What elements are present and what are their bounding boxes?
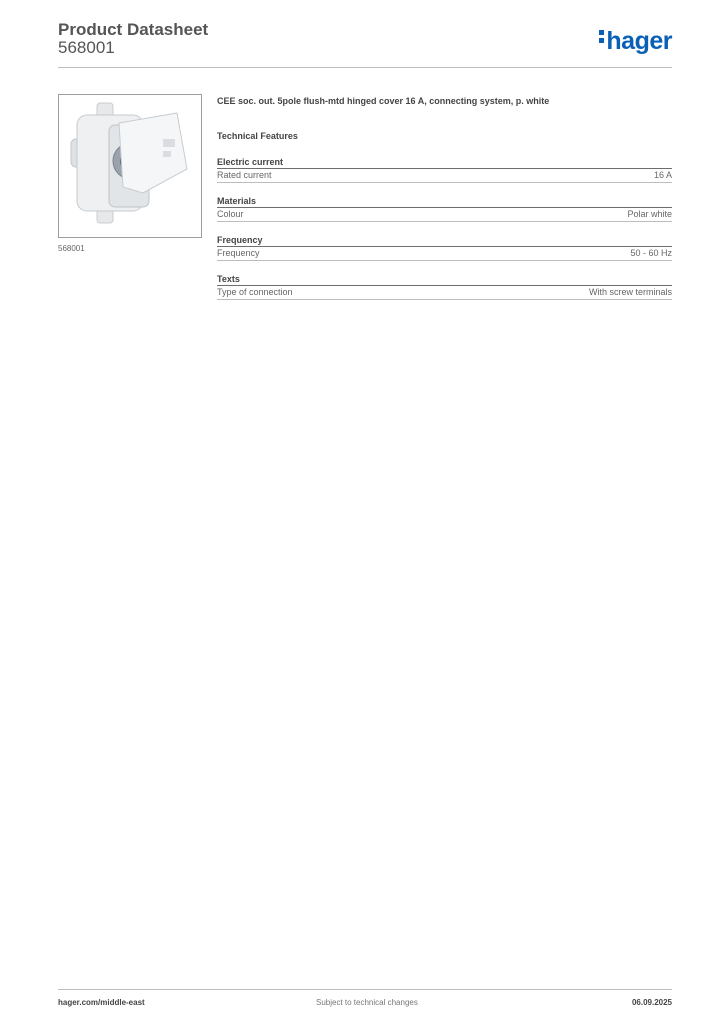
table-row	[217, 169, 672, 183]
page-title: Product Datasheet	[58, 20, 209, 39]
header-divider	[58, 67, 672, 68]
section-frequency	[217, 234, 672, 273]
hager-logo	[599, 28, 672, 54]
product-title: CEE soc. out. 5pole flush-mtd hinged cover 16 A, connecting system, p. white	[217, 96, 550, 106]
row-value: 16 A	[653, 170, 672, 180]
footer-notice: Subject to technical changes	[316, 998, 418, 1007]
technical-features-heading: Technical Features	[217, 131, 298, 141]
footer-date: 06.09.2025	[631, 998, 672, 1007]
row-label: Colour	[217, 209, 244, 219]
row-value: Polar white	[627, 209, 672, 219]
table-row	[217, 247, 672, 261]
image-caption: 568001	[58, 244, 85, 253]
table-row	[217, 208, 672, 222]
row-value: With screw terminals	[588, 287, 672, 297]
socket-outlet-illustration	[59, 95, 201, 237]
table-row	[217, 286, 672, 300]
row-label: Frequency	[217, 248, 260, 258]
footer-website-link[interactable]: hager.com/middle-east	[58, 998, 145, 1007]
footer-divider	[58, 989, 672, 990]
section-materials	[217, 195, 672, 234]
row-label: Rated current	[217, 170, 272, 180]
section-heading: Materials	[217, 195, 672, 208]
logo-text: hager	[606, 27, 672, 55]
section-electric-current	[217, 156, 672, 195]
logo-dots-icon	[599, 30, 604, 46]
row-value: 50 - 60 Hz	[630, 248, 672, 258]
product-image	[58, 94, 202, 238]
section-heading: Electric current	[217, 156, 672, 169]
section-texts	[217, 273, 672, 312]
section-heading: Frequency	[217, 234, 672, 247]
row-label: Type of connection	[217, 287, 293, 297]
technical-features-table	[217, 156, 672, 312]
article-number: 568001	[58, 38, 115, 57]
section-heading: Texts	[217, 273, 672, 286]
